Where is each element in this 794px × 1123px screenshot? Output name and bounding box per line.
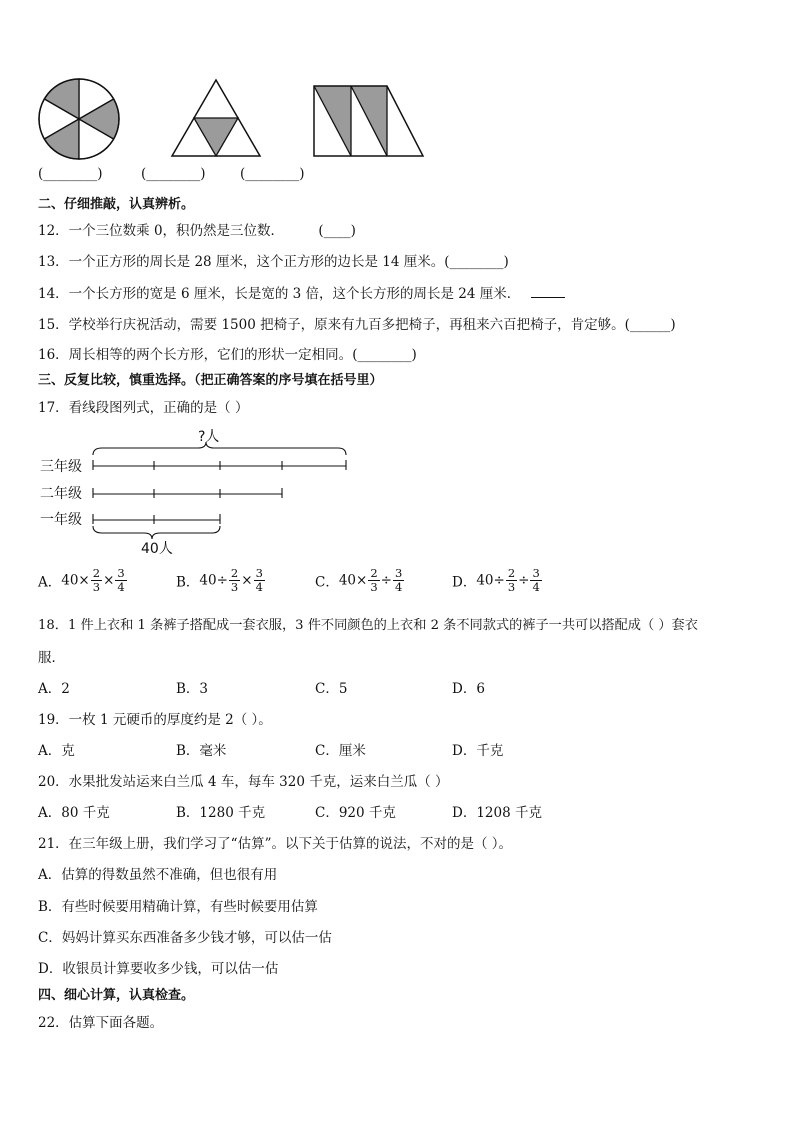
q19-option-b[interactable]: B．毫米 [176, 743, 227, 759]
parallelogram-figure [314, 86, 423, 156]
question-15-blank[interactable]: (______) [624, 317, 676, 333]
question-16 [38, 343, 417, 363]
question-17: 17．看线段图列式，正确的是（ ） [38, 400, 249, 416]
diagram-bottom-label: 40人 [141, 541, 173, 557]
question-12-blank[interactable]: (____) [318, 223, 356, 239]
question-16-blank[interactable]: (________) [352, 347, 417, 363]
q21-option-b[interactable]: B．有些时候要用精确计算，有些时候要用估算 [38, 899, 318, 915]
question-16-text: 16．周长相等的两个长方形，它们的形状一定相同。 [38, 347, 353, 363]
q18-option-d[interactable]: D．6 [452, 681, 485, 697]
diagram-row-grade-1: 一年级 [40, 512, 82, 528]
q17-option-b[interactable]: B．40÷ $\frac{2}{3}$ × $\frac{3}{4}$ [176, 566, 263, 594]
section-heading-3: 三、反复比较，慎重选择。（把正确答案的序号填在括号里） [38, 373, 383, 388]
question-12 [38, 219, 356, 239]
q20-option-d[interactable]: D．1208 千克 [452, 805, 542, 821]
q21-option-a[interactable]: A．估算的得数虽然不准确，但也很有用 [38, 867, 278, 883]
question-15-text: 15．学校举行庆祝活动，需要 1500 把椅子，原来有九百多把椅子，再租来六百把椅子，肯定够。 [38, 317, 625, 333]
question-18-line-2: 服． [38, 650, 65, 666]
question-22: 22．估算下面各题。 [38, 1015, 164, 1031]
section-heading-4: 四、细心计算，认真检查。 [38, 988, 195, 1003]
question-14 [38, 282, 565, 302]
question-14-text: 14．一个长方形的宽是 6 厘米，长是宽的 3 倍，这个长方形的周长是 24 厘米． [38, 286, 521, 302]
diagram-row-grade-3: 三年级 [40, 459, 82, 475]
q19-option-d[interactable]: D．千克 [452, 743, 504, 759]
question-13-text: 13．一个正方形的周长是 28 厘米，这个正方形的边长是 14 厘米。 [38, 254, 445, 270]
question-15 [38, 313, 676, 333]
question-21: 21．在三年级上册，我们学习了“估算”。以下关于估算的说法，不对的是（ ）。 [38, 836, 513, 852]
q17-option-d[interactable]: D．40÷ $\frac{2}{3}$ ÷ $\frac{3}{4}$ [452, 566, 540, 594]
triangle-figure [172, 80, 260, 156]
q17-option-c[interactable]: C．40× $\frac{2}{3}$ ÷ $\frac{3}{4}$ [315, 566, 403, 594]
q18-option-b[interactable]: B．3 [176, 681, 209, 697]
q20-option-b[interactable]: B．1280 千克 [176, 805, 266, 821]
q18-option-a[interactable]: A．2 [38, 681, 70, 697]
question-14-blank[interactable] [531, 285, 565, 298]
figure-answer-2[interactable]: (________) [141, 166, 206, 182]
q18-option-c[interactable]: C．5 [315, 681, 348, 697]
q20-option-a[interactable]: A．80 千克 [38, 805, 110, 821]
diagram-row-grade-2: 二年级 [40, 486, 82, 502]
shaded-figures [0, 0, 794, 170]
top-brace [93, 442, 346, 455]
q20-option-c[interactable]: C．920 千克 [315, 805, 396, 821]
q21-option-c[interactable]: C．妈妈计算买东西准备多少钱才够，可以估一估 [38, 930, 332, 946]
question-18-line-1: 18．1 件上衣和 1 条裤子搭配成一套衣服，3 件不同颜色的上衣和 2 条不同款式的裤子一共可以搭配成（ ）套衣 [38, 618, 698, 633]
q19-option-a[interactable]: A．克 [38, 743, 75, 759]
q21-option-d[interactable]: D．收银员计算要收多少钱，可以估一估 [38, 961, 279, 977]
q17-option-a[interactable]: A．40× $\frac{2}{3}$ × $\frac{3}{4}$ [38, 566, 125, 594]
q19-option-c[interactable]: C．厘米 [315, 743, 366, 759]
figure-answer-1[interactable]: (________) [38, 166, 103, 182]
circle-figure [39, 79, 119, 159]
question-19: 19．一枚 1 元硬币的厚度约是 2（ ）。 [38, 712, 272, 728]
section-heading-2: 二、仔细推敲，认真辨析。 [38, 197, 195, 212]
question-20: 20．水果批发站运来白兰瓜 4 车，每车 320 千克，运来白兰瓜（ ） [38, 774, 449, 790]
question-13-blank[interactable]: (________) [444, 254, 509, 270]
question-13 [38, 250, 509, 270]
question-12-text: 12．一个三位数乘 0，积仍然是三位数． [38, 223, 285, 239]
diagram-top-label: ?人 [198, 429, 220, 445]
figure-answer-3[interactable]: (________) [240, 166, 305, 182]
